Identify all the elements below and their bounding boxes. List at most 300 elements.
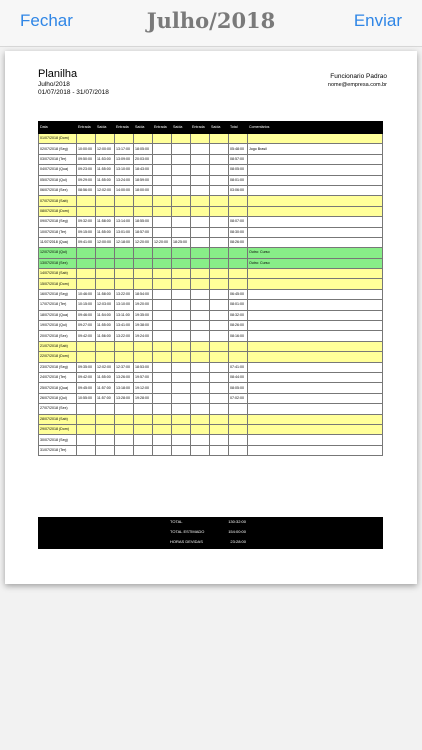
table-cell — [191, 435, 210, 445]
table-cell: 11:54:00 — [96, 310, 115, 320]
table-cell — [153, 331, 172, 341]
table-cell — [248, 445, 383, 455]
table-header-row — [39, 122, 383, 134]
table-cell — [248, 206, 383, 216]
table-cell — [134, 424, 153, 434]
table-cell: 28/07/2018 (Sab) — [39, 414, 77, 424]
table-cell: 08:32:00 — [229, 310, 248, 320]
table-cell: 08:30:00 — [229, 227, 248, 237]
close-button[interactable]: Fechar — [20, 11, 73, 30]
table-cell — [172, 424, 191, 434]
table-cell — [210, 341, 229, 351]
table-cell: Outro: Curso — [248, 248, 383, 258]
table-cell: 13:26:00 — [115, 372, 134, 382]
column-header: Comentários — [248, 122, 383, 134]
table-cell — [248, 424, 383, 434]
column-header: Entrada — [153, 122, 172, 134]
table-cell — [191, 206, 210, 216]
table-cell: 07/07/2018 (Sab) — [39, 196, 77, 206]
table-cell — [153, 393, 172, 403]
table-cell — [134, 435, 153, 445]
table-cell: 09:35:00 — [77, 362, 96, 372]
table-cell — [77, 414, 96, 424]
table-cell — [248, 383, 383, 393]
table-cell — [248, 404, 383, 414]
table-cell — [248, 196, 383, 206]
total-label: TOTAL — [170, 519, 183, 524]
table-cell — [229, 279, 248, 289]
table-cell: 11:57:00 — [96, 393, 115, 403]
table-cell — [172, 372, 191, 382]
table-cell — [229, 435, 248, 445]
table-cell — [172, 185, 191, 195]
table-row — [39, 258, 383, 268]
table-cell — [96, 196, 115, 206]
table-cell: 05:48:00 — [229, 144, 248, 154]
table-cell — [210, 134, 229, 144]
table-cell — [210, 372, 229, 382]
column-header: Entrada — [115, 122, 134, 134]
table-row — [39, 445, 383, 455]
table-cell — [229, 445, 248, 455]
table-cell — [172, 144, 191, 154]
table-cell — [191, 362, 210, 372]
table-cell: 18:53:00 — [134, 362, 153, 372]
table-cell: 08:05:00 — [229, 383, 248, 393]
table-cell — [248, 279, 383, 289]
table-cell — [248, 165, 383, 175]
table-cell — [191, 352, 210, 362]
table-cell: 09:45:00 — [77, 383, 96, 393]
table-cell — [134, 352, 153, 362]
table-cell — [153, 144, 172, 154]
page-title: Julho/2018 — [146, 8, 276, 33]
table-cell — [229, 196, 248, 206]
table-cell: 18:57:00 — [134, 227, 153, 237]
table-cell: 11/07/2018 (Qua) — [39, 237, 77, 247]
column-header: Data — [39, 122, 77, 134]
table-cell — [229, 206, 248, 216]
table-cell: 18:00:00 — [134, 185, 153, 195]
table-row — [39, 393, 383, 403]
table-cell — [96, 424, 115, 434]
table-cell — [96, 352, 115, 362]
table-row — [39, 321, 383, 331]
table-cell — [210, 206, 229, 216]
table-cell — [153, 289, 172, 299]
table-cell — [248, 185, 383, 195]
table-cell — [153, 248, 172, 258]
table-cell: Outro: Curso — [248, 258, 383, 268]
table-cell — [172, 175, 191, 185]
table-cell: 19:38:00 — [134, 321, 153, 331]
table-cell — [248, 331, 383, 341]
table-cell — [96, 279, 115, 289]
table-cell: 13:22:00 — [115, 331, 134, 341]
table-cell: 09:50:00 — [77, 154, 96, 164]
table-cell: 08:07:00 — [229, 217, 248, 227]
table-row — [39, 269, 383, 279]
table-cell — [229, 269, 248, 279]
navigation-bar — [0, 0, 422, 47]
table-cell: 31/07/2018 (Ter) — [39, 445, 77, 455]
table-cell — [153, 404, 172, 414]
table-cell: 08/07/2018 (Dom) — [39, 206, 77, 216]
table-cell: 19:57:00 — [134, 372, 153, 382]
table-cell — [172, 300, 191, 310]
table-cell: 09:15:00 — [77, 227, 96, 237]
table-cell: 19/07/2018 (Qui) — [39, 321, 77, 331]
table-cell — [248, 154, 383, 164]
table-cell: 13:11:00 — [115, 310, 134, 320]
table-cell — [153, 352, 172, 362]
table-cell — [229, 352, 248, 362]
table-cell — [248, 217, 383, 227]
table-cell — [96, 248, 115, 258]
table-cell: 25/07/2018 (Qua) — [39, 383, 77, 393]
table-row — [39, 362, 383, 372]
table-cell: 12:03:00 — [96, 300, 115, 310]
table-cell: 18:55:00 — [134, 217, 153, 227]
table-cell — [172, 341, 191, 351]
table-cell — [191, 217, 210, 227]
table-cell — [229, 248, 248, 258]
preview-area[interactable] — [0, 47, 422, 750]
table-cell — [210, 310, 229, 320]
table-cell: 13:28:00 — [115, 393, 134, 403]
table-row — [39, 341, 383, 351]
table-cell — [134, 258, 153, 268]
table-cell — [77, 269, 96, 279]
table-cell — [153, 445, 172, 455]
table-cell — [77, 196, 96, 206]
table-cell — [248, 300, 383, 310]
table-cell — [172, 383, 191, 393]
column-header: Saída — [96, 122, 115, 134]
table-cell: 11:58:00 — [96, 217, 115, 227]
table-body — [39, 134, 383, 456]
table-row — [39, 289, 383, 299]
table-cell: 18:05:00 — [134, 144, 153, 154]
table-cell: 13:17:00 — [115, 144, 134, 154]
table-cell — [115, 196, 134, 206]
table-cell — [134, 196, 153, 206]
table-cell — [172, 321, 191, 331]
table-cell — [191, 310, 210, 320]
table-cell — [229, 424, 248, 434]
table-cell — [115, 424, 134, 434]
table-cell — [96, 445, 115, 455]
table-cell — [248, 227, 383, 237]
table-cell — [77, 352, 96, 362]
table-cell: 02/07/2018 (Seg) — [39, 144, 77, 154]
table-cell — [210, 269, 229, 279]
table-row — [39, 196, 383, 206]
table-cell — [115, 269, 134, 279]
table-row — [39, 175, 383, 185]
table-row — [39, 165, 383, 175]
document-period: 01/07/2018 - 31/07/2018 — [38, 89, 109, 96]
table-cell — [172, 310, 191, 320]
table-cell: 30/07/2018 (Seg) — [39, 435, 77, 445]
table-cell — [191, 321, 210, 331]
table-cell — [153, 372, 172, 382]
table-cell — [153, 269, 172, 279]
table-cell: 19:35:00 — [134, 310, 153, 320]
table-cell — [210, 435, 229, 445]
table-cell — [134, 248, 153, 258]
table-cell: 11:55:00 — [96, 372, 115, 382]
table-cell — [96, 435, 115, 445]
table-cell: 08:05:00 — [229, 165, 248, 175]
table-cell: 10:46:00 — [77, 289, 96, 299]
table-cell: 12:00:00 — [96, 237, 115, 247]
table-cell — [153, 341, 172, 351]
table-cell — [153, 435, 172, 445]
table-cell — [172, 289, 191, 299]
table-cell — [191, 196, 210, 206]
table-cell: 29/07/2018 (Dom) — [39, 424, 77, 434]
table-row — [39, 404, 383, 414]
table-cell: 08:56:00 — [77, 185, 96, 195]
timesheet-page — [5, 51, 417, 584]
table-cell — [172, 352, 191, 362]
table-cell — [248, 372, 383, 382]
table-cell — [172, 362, 191, 372]
table-cell: 08:01:00 — [229, 175, 248, 185]
table-cell — [134, 445, 153, 455]
table-cell: 20:03:00 — [134, 154, 153, 164]
table-cell — [248, 310, 383, 320]
table-cell — [77, 279, 96, 289]
table-cell — [191, 237, 210, 247]
table-cell — [134, 206, 153, 216]
table-cell: 09:42:00 — [77, 372, 96, 382]
table-cell: 11:58:00 — [96, 289, 115, 299]
table-cell — [115, 206, 134, 216]
table-cell — [191, 165, 210, 175]
table-cell — [210, 414, 229, 424]
employee-email: nome@empresa.com.br — [327, 82, 387, 88]
table-cell — [77, 341, 96, 351]
table-cell: 11:55:00 — [96, 321, 115, 331]
table-cell: 13:10:00 — [115, 300, 134, 310]
table-cell — [172, 154, 191, 164]
table-cell: 18:59:00 — [134, 175, 153, 185]
table-cell — [210, 248, 229, 258]
table-cell — [210, 424, 229, 434]
table-cell — [210, 279, 229, 289]
table-cell — [191, 279, 210, 289]
table-cell: 12:20:00 — [153, 237, 172, 247]
table-cell: 13:22:00 — [115, 289, 134, 299]
table-cell — [210, 393, 229, 403]
table-row — [39, 372, 383, 382]
table-cell: 09:42:00 — [77, 331, 96, 341]
table-cell — [191, 134, 210, 144]
table-row — [39, 310, 383, 320]
table-cell — [210, 227, 229, 237]
table-cell: 09:27:00 — [77, 321, 96, 331]
table-cell — [248, 362, 383, 372]
table-cell — [248, 393, 383, 403]
table-cell — [172, 206, 191, 216]
table-cell — [96, 341, 115, 351]
table-cell: 27/07/2018 (Sex) — [39, 404, 77, 414]
table-row — [39, 383, 383, 393]
table-cell: 10/07/2018 (Ter) — [39, 227, 77, 237]
table-cell — [172, 165, 191, 175]
table-cell — [96, 269, 115, 279]
table-cell: 24/07/2018 (Ter) — [39, 372, 77, 382]
table-cell — [248, 352, 383, 362]
table-row — [39, 435, 383, 445]
table-cell — [248, 237, 383, 247]
table-cell — [210, 217, 229, 227]
table-cell — [153, 383, 172, 393]
table-cell — [248, 341, 383, 351]
send-button[interactable]: Enviar — [353, 11, 402, 30]
table-cell — [172, 227, 191, 237]
table-cell — [96, 134, 115, 144]
table-cell — [172, 248, 191, 258]
table-cell — [153, 217, 172, 227]
table-cell — [191, 144, 210, 154]
table-cell: 13:14:00 — [115, 217, 134, 227]
table-cell: 10:15:00 — [77, 300, 96, 310]
table-cell: 11:55:00 — [96, 165, 115, 175]
table-cell: 18/07/2018 (Qua) — [39, 310, 77, 320]
table-cell — [210, 352, 229, 362]
table-cell — [191, 258, 210, 268]
table-cell — [210, 321, 229, 331]
table-cell: 17/07/2018 (Ter) — [39, 300, 77, 310]
table-cell: 12:20:00 — [134, 237, 153, 247]
table-cell — [134, 134, 153, 144]
table-cell — [134, 404, 153, 414]
table-cell — [172, 134, 191, 144]
table-cell: 10:00:00 — [77, 144, 96, 154]
table-cell — [210, 185, 229, 195]
table-row — [39, 424, 383, 434]
table-cell — [191, 414, 210, 424]
table-cell: 09:46:00 — [77, 310, 96, 320]
table-cell — [229, 258, 248, 268]
table-cell — [210, 331, 229, 341]
table-cell: 11:56:00 — [96, 331, 115, 341]
table-cell — [115, 404, 134, 414]
table-cell — [96, 258, 115, 268]
table-cell — [134, 341, 153, 351]
table-cell: 05/07/2018 (Qui) — [39, 175, 77, 185]
estimated-total-label: TOTAL ESTIMADO — [170, 529, 205, 534]
table-row — [39, 248, 383, 258]
table-cell — [229, 414, 248, 424]
table-cell — [96, 206, 115, 216]
table-cell: 06/07/2018 (Sex) — [39, 185, 77, 195]
table-cell: 19:12:00 — [134, 383, 153, 393]
table-cell: 09:41:00 — [77, 237, 96, 247]
table-cell: 18:25:00 — [172, 237, 191, 247]
column-header: Saída — [210, 122, 229, 134]
table-cell — [153, 414, 172, 424]
table-cell — [172, 331, 191, 341]
column-header: Entrada — [191, 122, 210, 134]
table-cell — [172, 258, 191, 268]
table-cell: 12:02:00 — [96, 185, 115, 195]
table-cell — [153, 321, 172, 331]
table-cell — [115, 134, 134, 144]
table-cell — [191, 331, 210, 341]
table-cell — [210, 237, 229, 247]
table-cell — [210, 154, 229, 164]
table-cell — [210, 196, 229, 206]
table-cell — [210, 289, 229, 299]
table-cell: 13:09:00 — [115, 154, 134, 164]
table-cell — [229, 341, 248, 351]
table-cell: 22/07/2018 (Dom) — [39, 352, 77, 362]
table-cell — [172, 279, 191, 289]
estimated-total-value: 154:00:00 — [228, 529, 246, 534]
table-cell: 08:26:00 — [229, 321, 248, 331]
table-cell: 19:20:00 — [134, 300, 153, 310]
table-cell: 08:57:00 — [229, 154, 248, 164]
table-cell: 08:16:00 — [229, 331, 248, 341]
table-cell: 13:41:00 — [115, 321, 134, 331]
table-cell: 06:45:00 — [229, 289, 248, 299]
table-cell — [77, 134, 96, 144]
table-cell — [191, 269, 210, 279]
table-cell — [210, 258, 229, 268]
table-row — [39, 217, 383, 227]
document-title: Planilha — [38, 68, 78, 80]
table-cell — [191, 289, 210, 299]
table-cell: 03:06:00 — [229, 185, 248, 195]
table-row — [39, 352, 383, 362]
table-cell: 12:37:00 — [115, 362, 134, 372]
table-cell: 18:54:00 — [134, 289, 153, 299]
table-cell — [248, 269, 383, 279]
table-cell — [153, 196, 172, 206]
table-cell — [248, 321, 383, 331]
table-cell: 11:55:00 — [96, 227, 115, 237]
table-row — [39, 331, 383, 341]
hours-owed-label: HORAS DEVIDAS — [170, 539, 203, 544]
table-cell: 14/07/2018 (Sab) — [39, 269, 77, 279]
table-cell — [191, 393, 210, 403]
table-cell: 12/07/2018 (Qui) — [39, 248, 77, 258]
table-row — [39, 206, 383, 216]
table-cell — [210, 362, 229, 372]
table-cell: 19:24:00 — [134, 331, 153, 341]
table-cell — [153, 154, 172, 164]
table-cell: 08:44:00 — [229, 372, 248, 382]
table-cell — [115, 414, 134, 424]
table-row — [39, 154, 383, 164]
table-cell — [191, 372, 210, 382]
table-cell — [115, 341, 134, 351]
table-row — [39, 300, 383, 310]
table-cell — [172, 196, 191, 206]
table-cell — [191, 175, 210, 185]
table-cell — [96, 404, 115, 414]
table-cell — [115, 258, 134, 268]
total-value: 130:32:00 — [228, 519, 246, 524]
table-cell — [153, 258, 172, 268]
table-cell: 18:43:00 — [134, 165, 153, 175]
table-cell — [191, 227, 210, 237]
table-cell: 20/07/2018 (Sex) — [39, 331, 77, 341]
